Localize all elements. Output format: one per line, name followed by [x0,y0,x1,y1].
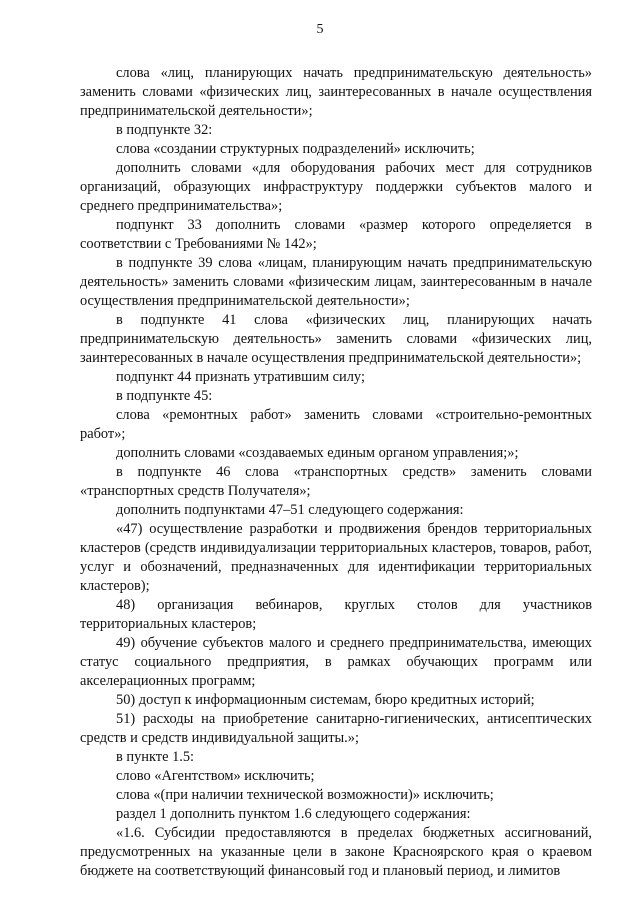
paragraph-14: «47) осуществление разработки и продвижения брендов территориальных кластеров (средств индивидуализации территориальных кластеров, товаров, работ, услуг и обозначений, предназначенных для идентификации территориальных кластеров); [80,521,592,594]
document-body [80,64,592,881]
paragraph-1: слова «лиц, планирующих начать предпринимательскую деятельность» заменить словами «физических лиц, заинтересованных в начале осуществления предпринимательской деятельности»; [80,65,592,119]
paragraph-8: подпункт 44 признать утратившим силу; [116,369,365,385]
paragraph-21: слова «(при наличии технической возможности)» исключить; [116,787,494,803]
paragraph-3: слова «создании структурных подразделений» исключить; [116,141,475,157]
paragraph-12: в подпункте 46 слова «транспортных средств» заменить словами «транспортных средств Получателя»; [80,464,592,499]
paragraph-7: в подпункте 41 слова «физических лиц, планирующих начать предпринимательскую деятельность» заменить словами «физических лиц, заинтересованных в начале осуществления предпринимательской деятельности»; [80,312,592,366]
paragraph-20: слово «Агентством» исключить; [116,768,315,784]
paragraph-2: в подпункте 32: [116,122,213,138]
paragraph-10: слова «ремонтных работ» заменить словами «строительно-ремонтных работ»; [80,407,592,442]
paragraph-5: подпункт 33 дополнить словами «размер которого определяется в соответствии с Требованиями № 142»; [80,217,592,252]
paragraph-18: 51) расходы на приобретение санитарно-гигиенических, антисептических средств и средств индивидуальной защиты.»; [80,711,592,746]
paragraph-11: дополнить словами «создаваемых единым органом управления;»; [116,445,519,461]
page-number: 5 [316,22,324,37]
paragraph-23: «1.6. Субсидии предоставляются в пределах бюджетных ассигнований, предусмотренных на указанные цели в законе Красноярского края о краевом бюджете на соответствующий финансовый год и плановый период, и лимитов [80,825,592,879]
paragraph-6: в подпункте 39 слова «лицам, планирующим начать предпринимательскую деятельность» заменить словами «физическим лицам, заинтересованным в начале осуществления предпринимательской деятельности»; [80,255,592,309]
paragraph-17: 50) доступ к информационным системам, бюро кредитных историй; [116,692,535,708]
paragraph-16: 49) обучение субъектов малого и среднего предпринимательства, имеющих статус социального предприятия, в рамках обучающих программ или акселерационных программ; [80,635,592,689]
paragraph-4: дополнить словами «для оборудования рабочих мест для сотрудников организаций, образующих инфраструктуру поддержки субъектов малого и среднего предпринимательства»; [80,160,592,214]
paragraph-22: раздел 1 дополнить пунктом 1.6 следующего содержания: [116,806,471,822]
paragraph-13: дополнить подпунктами 47–51 следующего содержания: [116,502,464,518]
paragraph-15: 48) организация вебинаров, круглых столов для участников территориальных кластеров; [80,597,592,632]
paragraph-19: в пункте 1.5: [116,749,195,765]
paragraph-9: в подпункте 45: [116,388,213,404]
